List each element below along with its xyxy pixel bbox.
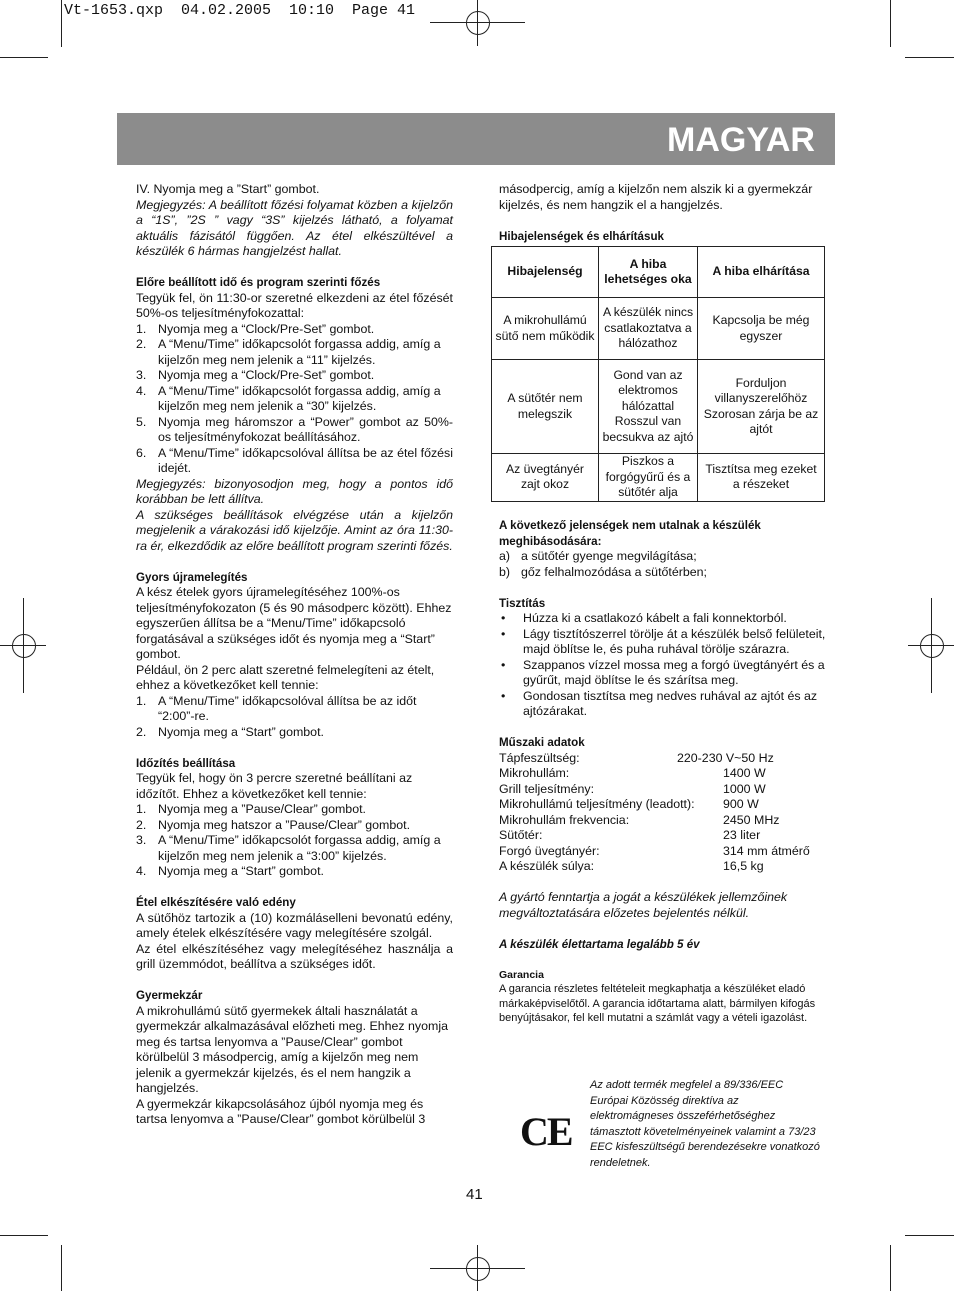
paragraph: A mikrohullámú sütő gyermekek általi használatát a gyermekzár alkalmazásával előzheti meg. Ehhez nyomja meg és tartsa lenyomva a ”Pause/Clear” gombot körülbelül 3 másodpercig, amíg a kijelzőn meg nem jelenik a gyermekzár kijelzés, és el nem hangzik a hangjelzés.: [136, 1003, 448, 1095]
list-item: 3. A “Menu/Time” időkapcsolót forgassa addig, amíg a kijelzőn meg nem jelenik a “3:00” kijelzés.: [136, 833, 441, 863]
list-item: a) a sütőtér gyenge megvilágítása;: [499, 549, 697, 563]
left-column: [136, 182, 453, 1128]
table-cell: Tisztítsa meg ezeket a részeket: [698, 454, 825, 502]
paragraph: Például, ön 2 perc alatt szeretné felmelegíteni az ételt, ehhez a következőket kell tennie:: [136, 662, 435, 692]
table-header: A hiba lehetséges oka: [599, 247, 698, 298]
table-header: A hiba elhárítása: [698, 247, 825, 298]
table-cell: Az üvegtányér zajt okoz: [492, 454, 599, 502]
list-item: • Szappanos vízzel mossa meg a forgó üvegtányért és a gyűrűt, majd öblítse le és szárítsa meg.: [501, 657, 825, 687]
warranty-text: A garancia részletes feltételeit megkaphatja a készüléket eladó márkaképviselőtől. A garancia időtartama alatt, bármilyen kifogás benyújtásakor, fel kell mutatni a számlát vagy a vételi igazolást.: [499, 983, 816, 1024]
section-title: Gyermekzár: [136, 989, 203, 1002]
section-title: Időzítés beállítása: [136, 756, 236, 770]
crop-mark: [61, 0, 62, 47]
crop-mark: [890, 1245, 891, 1291]
registration-circle: [466, 1257, 490, 1281]
list-item: 4. Nyomja meg a “Start” gombot.: [136, 864, 324, 878]
page-number: 41: [466, 1186, 483, 1203]
list-item: b) gőz felhalmozódása a sütőtérben;: [499, 564, 707, 579]
list-item: 1. Nyomja meg a “Clock/Pre-Set” gombot.: [136, 321, 375, 336]
table-cell: A sütőtér nem melegszik: [492, 360, 599, 454]
lifetime-note: A készülék élettartama legalább 5 év: [499, 937, 700, 951]
section-title: A következő jelenségek nem utalnak a készülék meghibásodására:: [499, 519, 761, 548]
registration-circle: [12, 634, 36, 658]
spec-row: Tápfeszültség: 220-230 V~50 Hz: [499, 750, 774, 765]
section-title: Hibajelenségek és elhárításuk: [499, 229, 664, 243]
list-item: 6. A “Menu/Time” időkapcsolóval állítsa be az étel főzési idejét.: [136, 445, 453, 475]
step-four: IV. Nyomja meg a ”Start” gombot.: [136, 182, 320, 196]
table-row: [492, 298, 825, 360]
language-banner: [117, 113, 835, 165]
spec-row: Grill teljesítmény: 1000 W: [499, 781, 766, 796]
crop-mark: [905, 1235, 954, 1236]
section-title: Műszaki adatok: [499, 736, 585, 749]
table-cell: Kapcsolja be még egyszer: [698, 298, 825, 360]
table-row: [492, 454, 825, 502]
list-item: 2. A “Menu/Time” időkapcsolót forgassa addig, amíg a kijelzőn meg nem jelenik a “11” kijelzés.: [136, 337, 441, 367]
spec-row: Mikrohullám frekvencia: 2450 MHz: [499, 812, 780, 827]
section-title: Garancia: [499, 968, 544, 981]
faults-table: [491, 246, 825, 502]
list-item: • Gondosan tisztítsa meg nedves ruhával az ajtót és az ajtózárakat.: [501, 688, 818, 718]
numbered-list: [136, 322, 453, 477]
paragraph: Tegyük fel, hogy ön 3 percre szeretné beállítani az időzítőt. Ehhez a következőket kell tennie:: [136, 771, 413, 801]
banner-title: MAGYAR: [667, 121, 815, 159]
right-column: [499, 182, 829, 244]
list-item: • Húzza ki a csatlakozó kábelt a fali konnektorból.: [501, 611, 787, 625]
table-cell: Forduljon villanyszerelőhöz Szorosan zárja be az ajtót: [698, 360, 825, 454]
table-cell: A mikrohullámú sütő nem működik: [492, 298, 599, 360]
table-cell: A készülék nincs csatlakoztatva a hálózathoz: [599, 298, 698, 360]
list-item: 2. Nyomja meg hatszor a ”Pause/Clear” gombot.: [136, 817, 411, 832]
paragraph: másodpercig, amíg a kijelzőn nem alszik ki a gyermekzár kijelzés, és nem hangzik el a hangjelzés.: [499, 182, 813, 212]
crop-mark: [905, 57, 954, 58]
table-row: [492, 360, 825, 454]
spec-row: Mikrohullámú teljesítmény (leadott): 900 W: [499, 797, 759, 811]
registration-circle: [920, 634, 944, 658]
list-item: 4. A “Menu/Time” időkapcsolót forgassa addig, amíg a kijelzőn meg nem jelenik a “30” kijelzés.: [136, 383, 441, 413]
ce-compliance-text: Az adott termék megfelel a 89/336/EEC Európai Közösség direktíva az elektromágneses összeférhetőséghez támasztott követelményeinek valamint a 73/23 EEC kisfeszültségű berendezésekre vonatkozó rendeletnek.: [590, 1079, 820, 1169]
spec-row: Forgó üvegtányér: 314 mm átmérő: [499, 843, 810, 858]
crop-mark: [0, 57, 48, 58]
paragraph: A gyermekzár kikapcsolásához újból nyomja meg és tartsa lenyomva a ”Pause/Clear” gombot körülbelül 3: [136, 1096, 426, 1126]
list-item: 5. Nyomja meg háromszor a “Power” gombot az 50%-os teljesítményfokozat beállításához.: [136, 414, 453, 444]
table-header: Hibajelenség: [492, 247, 599, 298]
registration-circle: [466, 11, 490, 35]
note: Megjegyzés: A beállított főzési folyamat közben a kijelzőn a “1S”, ”2S ” vagy “3S” kijelzés látható, a folyamat aktuális fázisától függően. Az étel elkészültével a készülék 6 hármas hangjelzést hallat.: [136, 197, 453, 258]
section-title: Étel elkészítésére való edény: [136, 896, 296, 909]
list-item: 1. Nyomja meg a ”Pause/Clear” gombot.: [136, 802, 366, 816]
spec-row: Sütőtér: 23 liter: [499, 828, 761, 842]
table-cell: Piszkos a forgógyűrű és a sütőtér alja: [599, 454, 698, 502]
paragraph: Tegyük fel, ön 11:30-or szeretné elkezdeni az étel főzését 50%-os teljesítményfokozattal:: [136, 290, 453, 320]
file-header: Vt-1653.qxp 04.02.2005 10:10 Page 41: [64, 2, 416, 19]
paragraph: Az étel elkészítéséhez vagy melegítéséhez használja a grill üzemmódot, beállítva a szükséges időt.: [136, 941, 453, 971]
crop-mark: [0, 1235, 48, 1236]
section-title: Tisztítás: [499, 596, 546, 610]
paragraph: A sütőhöz tartozik a (10) kozmálásellenі bevonatú edény, amely ételek elkészítésére vagy melegítésére szolgál.: [136, 910, 453, 940]
list-item: 2. Nyomja meg a “Start” gombot.: [136, 724, 324, 739]
section-title: Gyors újramelegítés: [136, 570, 248, 584]
crop-mark: [890, 0, 891, 47]
rights-note: A gyártó fenntartja a jogát a készülékek jellemzőinek megváltoztatására előzetes bejelentés nélkül.: [499, 890, 788, 920]
crop-mark: [61, 1245, 62, 1291]
note: Megjegyzés: bizonyosodjon meg, hogy a pontos idő korábban be lett állítva.: [136, 476, 453, 506]
list-item: 1. A “Menu/Time” időkapcsolóval állítsa be az időt “2:00”-re.: [136, 693, 417, 723]
section-title: Előre beállított idő és program szerinti főzés: [136, 276, 381, 289]
faults-table-wrap: [491, 246, 825, 502]
spec-row: Mikrohullám: 1400 W: [499, 766, 766, 780]
list-item: 3. Nyomja meg a “Clock/Pre-Set” gombot.: [136, 368, 375, 382]
right-column-lower: [499, 518, 829, 1026]
table-cell: Gond van az elektromos hálózattal Rosszul van becsukva az ajtó: [599, 360, 698, 454]
note: A szükséges beállítások elvégzése után a kijelzőn megjelenik a várakozási idő kijelzője. Amint az óra 11:30-ra ér, elkezdődik az előre beállított program szerinti főzés.: [136, 507, 453, 553]
spec-row: A készülék súlya: 16,5 kg: [499, 859, 764, 873]
specs-list: [499, 751, 829, 875]
list-item: • Lágy tisztítószerrel törölje át a készülék belső felületeit, majd öblítse le, és puha ruhával törölje szárazra.: [501, 626, 826, 656]
ce-mark: CE: [520, 1109, 572, 1154]
paragraph: A kész ételek gyors újramelegítéséhez 100%-os teljesítményfokozaton (5 és 90 másodperc között). Ehhez egyszerűen állítsa be a “Menu/Time” időkapcsoló forgatásával a szükséges időt és nyomja meg a “Start” gombot.: [136, 585, 452, 661]
